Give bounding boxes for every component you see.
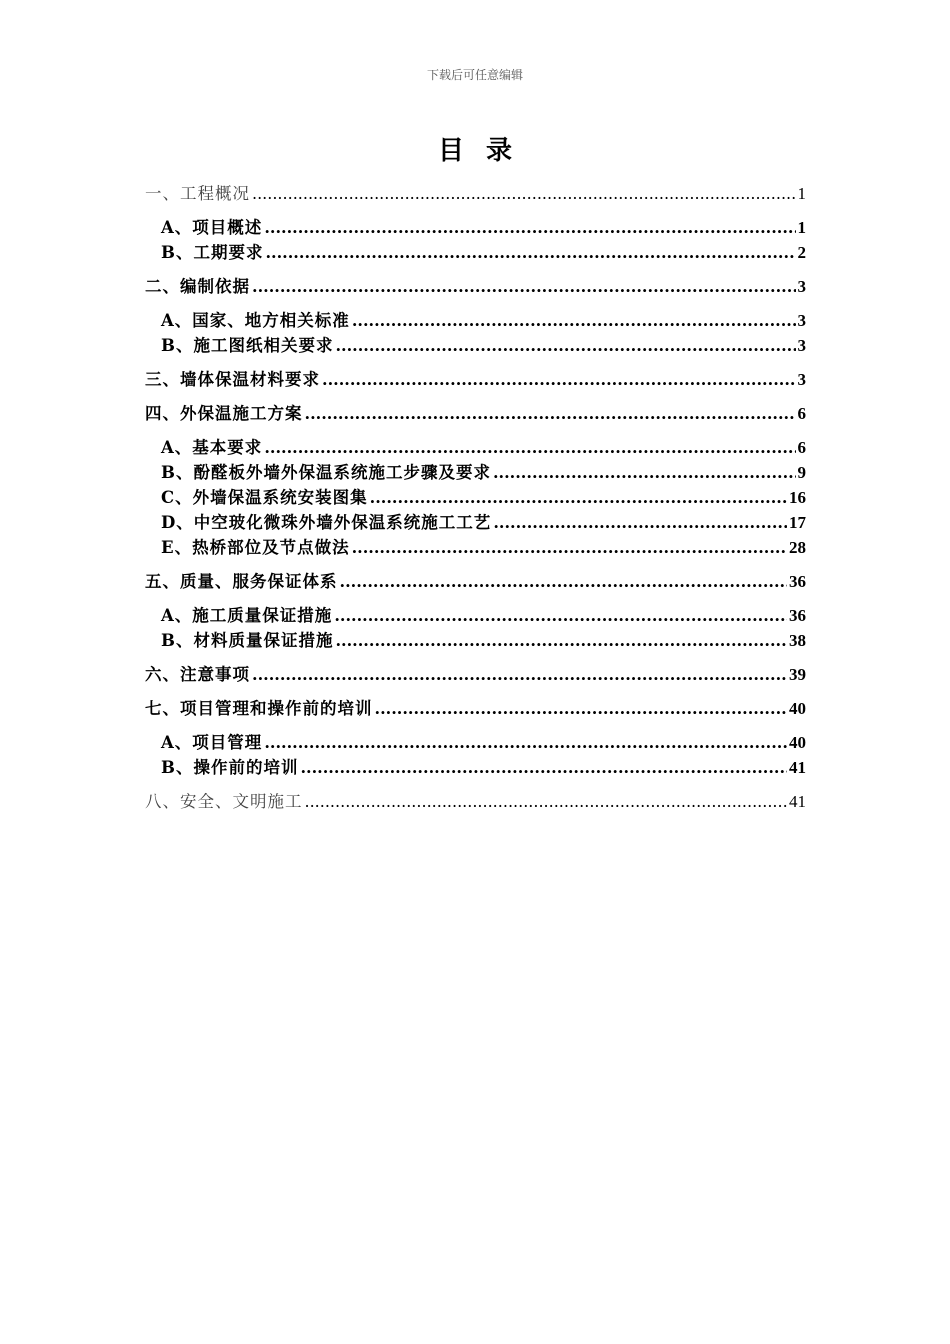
toc-entry-title: 三、墙体保温材料要求 — [145, 370, 320, 389]
toc-entry-page: 9 — [797, 463, 806, 482]
toc-dot-leader — [334, 604, 787, 628]
toc-entry[interactable] — [145, 436, 806, 460]
toc-dot-leader — [264, 436, 795, 460]
toc-entry-page: 41 — [789, 758, 806, 777]
toc-dot-leader — [335, 629, 787, 653]
toc-entry-title: C、外墙保温系统安装图集 — [161, 488, 368, 507]
toc-dot-leader — [340, 570, 788, 594]
toc-entry-title: B、施工图纸相关要求 — [161, 336, 334, 355]
toc-dot-leader — [335, 334, 795, 358]
toc-entry[interactable] — [145, 182, 806, 206]
toc-dot-leader — [305, 402, 796, 426]
toc-entry-title: 一、工程概况 — [145, 184, 250, 203]
toc-entry-title: 八、安全、文明施工 — [145, 792, 303, 811]
toc-entry[interactable] — [145, 570, 806, 594]
toc-entry-page: 3 — [797, 336, 806, 355]
toc-entry-page: 3 — [797, 277, 806, 296]
toc-dot-leader — [493, 461, 796, 485]
toc-entry-page: 28 — [789, 538, 806, 557]
toc-entry[interactable] — [145, 216, 806, 240]
toc-entry-page: 16 — [789, 488, 806, 507]
toc-entry[interactable] — [145, 663, 806, 687]
toc-dot-leader — [493, 511, 787, 535]
toc-entry-title: A、项目概述 — [161, 218, 263, 237]
toc-entry-page: 1 — [797, 184, 806, 203]
toc-dot-leader — [352, 309, 796, 333]
toc-entry-page: 36 — [789, 572, 806, 591]
toc-entry-title: B、材料质量保证措施 — [161, 631, 334, 650]
toc-entry-title: B、操作前的培训 — [161, 758, 299, 777]
toc-entry-title: E、热桥部位及节点做法 — [161, 538, 350, 557]
toc-entry[interactable] — [145, 368, 806, 392]
toc-entry[interactable] — [145, 756, 806, 780]
toc-entry[interactable] — [145, 309, 806, 333]
toc-dot-leader — [352, 536, 787, 560]
toc-entry-page: 40 — [789, 699, 806, 718]
toc-entry-title: 五、质量、服务保证体系 — [145, 572, 338, 591]
toc-entry-title: A、基本要求 — [161, 438, 263, 457]
toc-entry[interactable] — [145, 629, 806, 653]
table-of-contents — [145, 182, 806, 814]
toc-entry-page: 40 — [789, 733, 806, 752]
toc-entry-title: 四、外保温施工方案 — [145, 404, 303, 423]
toc-entry-title: A、项目管理 — [161, 733, 263, 752]
toc-entry[interactable] — [145, 486, 806, 510]
toc-entry[interactable] — [145, 402, 806, 426]
toc-entry[interactable] — [145, 334, 806, 358]
toc-dot-leader — [375, 697, 788, 721]
toc-entry[interactable] — [145, 697, 806, 721]
toc-dot-leader — [305, 790, 788, 814]
toc-title: 目录 — [437, 136, 534, 166]
toc-entry[interactable] — [145, 275, 806, 299]
toc-dot-leader — [264, 216, 795, 240]
toc-entry-title: D、中空玻化微珠外墙外保温系统施工工艺 — [161, 513, 492, 532]
toc-entry-page: 3 — [797, 370, 806, 389]
toc-entry[interactable] — [145, 731, 806, 755]
toc-entry[interactable] — [145, 511, 806, 535]
toc-entry-page: 6 — [797, 404, 806, 423]
toc-entry-title: A、国家、地方相关标准 — [161, 311, 350, 330]
toc-dot-leader — [252, 275, 796, 299]
toc-entry-page: 38 — [789, 631, 806, 650]
toc-entry[interactable] — [145, 461, 806, 485]
toc-dot-leader — [322, 368, 796, 392]
toc-entry-title: 二、编制依据 — [145, 277, 250, 296]
toc-entry-title: A、施工质量保证措施 — [161, 606, 333, 625]
toc-entry-page: 3 — [797, 311, 806, 330]
toc-dot-leader — [252, 182, 796, 206]
page-header-note: 下载后可任意编辑 — [426, 68, 523, 82]
toc-dot-leader — [265, 241, 795, 265]
toc-entry-title: B、工期要求 — [161, 243, 264, 262]
toc-entry[interactable] — [145, 790, 806, 814]
toc-entry-page: 39 — [789, 665, 806, 684]
toc-entry-page: 17 — [789, 513, 806, 532]
toc-entry[interactable] — [145, 241, 806, 265]
toc-entry[interactable] — [145, 536, 806, 560]
toc-entry[interactable] — [145, 604, 806, 628]
toc-dot-leader — [300, 756, 787, 780]
toc-entry-title: 七、项目管理和操作前的培训 — [145, 699, 373, 718]
toc-entry-page: 36 — [789, 606, 806, 625]
toc-dot-leader — [264, 731, 787, 755]
toc-entry-page: 2 — [797, 243, 806, 262]
toc-dot-leader — [252, 663, 787, 687]
toc-entry-page: 41 — [789, 792, 806, 811]
toc-entry-title: B、酚醛板外墙外保温系统施工步骤及要求 — [161, 463, 491, 482]
toc-entry-page: 6 — [797, 438, 806, 457]
toc-entry-title: 六、注意事项 — [145, 665, 250, 684]
toc-entry-page: 1 — [797, 218, 806, 237]
toc-dot-leader — [370, 486, 787, 510]
